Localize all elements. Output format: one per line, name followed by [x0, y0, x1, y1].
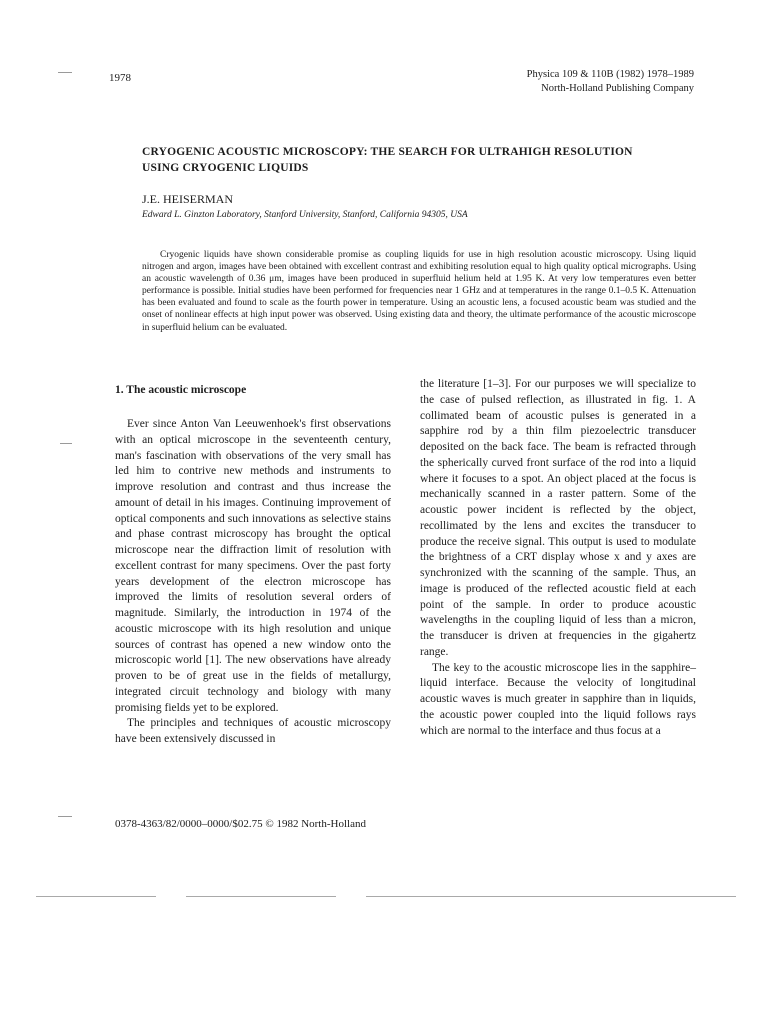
- author-name: J.E. HEISERMAN: [142, 192, 234, 206]
- journal-line-1: Physica 109 & 110B (1982) 1978–1989: [526, 69, 694, 80]
- scan-mark-left-middle: [60, 443, 72, 444]
- right-paragraph-2: The key to the acoustic microscope lies in the sapphire–liquid interface. Because the velocity of longitudinal acoustic waves is much greater in sapphire than in liquids, the acoustic power coupled into the liquid follows rays which are normal to the interface and thus focus at a: [420, 661, 696, 737]
- left-paragraph-2: The principles and techniques of acoustic microscopy have been extensively discussed in: [115, 717, 391, 745]
- right-column: [420, 377, 696, 739]
- journal-line-2: North-Holland Publishing Company: [541, 83, 694, 94]
- left-column: [115, 417, 391, 748]
- page-number: 1978: [109, 72, 131, 84]
- right-paragraph-1: the literature [1–3]. For our purposes we will specialize to the case of pulsed reflection, as illustrated in fig. 1. A collimated beam of acoustic pulses is generated in a sapphire rod by a thin film piezoelectric transducer deposited on the back face. The beam is refracted through the spherically curved front surface of the rod into a liquid where it focuses to a spot. An object placed at the focus is mechanically scanned in a raster pattern. Some of the acoustic power incident is reflected by the object, recollimated by the lens and excites the transducer to produce the receive signal. This output is used to modulate the brightness of a CRT display whose x and y axes are synchronized with the scanning of the sample. Thus, an image is produced of the reflected acoustic field at each point of the sample. In order to produce acoustic wavelengths in the coupling liquid of less than a micron, the transducer is driven at frequencies in the gigahertz range.: [420, 378, 696, 658]
- copyright-footer: 0378-4363/82/0000–0000/$02.75 © 1982 North-Holland: [115, 818, 366, 830]
- scan-mark-top-left: [58, 72, 72, 73]
- scan-line-bottom: [36, 896, 736, 897]
- left-paragraph-1: Ever since Anton Van Leeuwenhoek's first observations with an optical microscope in the seventeenth century, man's fascination with observations of the very small has led him to contrive new methods and instruments to improve resolution and contrast and thus increase the amount of detail in his images. Continuing improvement of optical components and such innovations as selective stains and phase contrast microscopy has brought the optical microscope near the diffraction limit of resolution with excellent contrast for many specimens. Over the past forty years development of the electron microscope has improved the limits of resolution several orders of magnitude. Similarly, the introduction in 1974 of the acoustic microscope with its high resolution and unique sources of contrast has opened a new window onto the microscopic world [1]. The new observations have already proven to be of great use in the fields of metallurgy, integrated circuit technology and biology with many promising fields yet to be explored.: [115, 418, 391, 714]
- journal-citation: [527, 68, 694, 96]
- paper-title: CRYOGENIC ACOUSTIC MICROSCOPY: THE SEARCH FOR ULTRAHIGH RESOLUTION USING CRYOGENIC LIQUIDS: [142, 146, 633, 174]
- scan-mark-left-lower: [58, 816, 72, 817]
- abstract: Cryogenic liquids have shown considerable promise as coupling liquids for use in high resolution acoustic microscopy. Using liquid nitrogen and argon, images have been obtained with excellent contrast and exhibiting resolution equal to high quality optical micrographs. Using an acoustic wavelength of 0.36 μm, images have been produced in superfluid helium held at 1.95 K. At very low temperatures even better performance is possible. Initial studies have been performed for frequencies near 1 GHz and at temperatures in the range 0.1–0.5 K. Attenuation has been evaluated and found to scale as the fourth power in temperature. Using an acoustic lens, a focused acoustic beam was studied and the onset of nonlinear effects at high input power was observed. Using existing data and theory, the ultimate performance of the acoustic microscope in superfluid helium can be evaluated.: [142, 250, 696, 333]
- author-affiliation: Edward L. Ginzton Laboratory, Stanford University, Stanford, California 94305, USA: [142, 210, 468, 220]
- section-heading: 1. The acoustic microscope: [115, 384, 247, 396]
